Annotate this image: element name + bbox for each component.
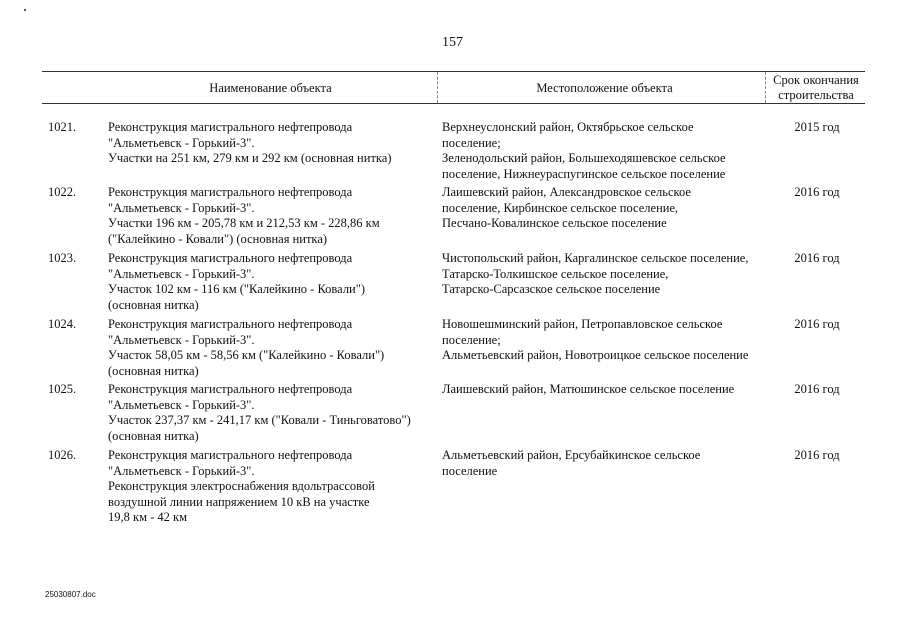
object-name-line: "Альметьевск - Горький-3".: [108, 332, 255, 347]
column-header-name: Наименование объекта: [209, 81, 332, 95]
row-number: 1024.: [48, 317, 77, 331]
object-name-line: "Альметьевск - Горький-3".: [108, 463, 255, 478]
object-name-line: ("Калейкино - Ковали") (основная нитка): [108, 231, 328, 246]
construction-deadline: 2016 год: [794, 382, 840, 396]
header-divider-1: [437, 72, 438, 103]
row-number: 1021.: [48, 120, 77, 134]
object-location-line: поселение, Кирбинское сельское поселение,: [442, 200, 679, 215]
construction-deadline: 2016 год: [794, 448, 840, 462]
object-name-line: Реконструкция магистрального нефтепровода: [108, 120, 353, 134]
object-name-line: Участки 196 км - 205,78 км и 212,53 км - 228,86 км: [108, 216, 380, 230]
scan-speck: [24, 9, 26, 11]
object-location-line: поселение: [442, 463, 498, 478]
object-location-line: поселение, Нижнеураспугинское сельское поселение: [442, 166, 726, 181]
object-location-line: Новошешминский район, Петропавловское сельское: [442, 317, 723, 331]
column-header-deadline-line1: Срок окончания: [773, 73, 859, 87]
object-name-line: (основная нитка): [108, 363, 199, 378]
object-location: [442, 185, 767, 232]
object-name-line: Реконструкция магистрального нефтепровода: [108, 185, 353, 199]
construction-deadline: 2016 год: [794, 251, 840, 265]
object-name-line: Реконструкция магистрального нефтепровода: [108, 317, 353, 331]
object-name-line: (основная нитка): [108, 428, 199, 443]
object-name: [108, 185, 433, 247]
object-name-line: (основная нитка): [108, 297, 199, 312]
object-name-line: Участки на 251 км, 279 км и 292 км (основная нитка): [108, 151, 392, 165]
object-name-line: "Альметьевск - Горький-3".: [108, 135, 255, 150]
object-location-line: Альметьевский район, Новотроицкое сельское поселение: [442, 348, 749, 362]
construction-deadline: 2015 год: [794, 120, 840, 134]
object-name-line: Реконструкция магистрального нефтепровода: [108, 448, 353, 462]
page-number: 157: [442, 35, 463, 50]
construction-deadline: 2016 год: [794, 317, 840, 331]
object-name-line: Реконструкция электроснабжения вдольтрассовой: [108, 479, 375, 493]
row-number: 1026.: [48, 448, 77, 462]
object-location: [442, 120, 767, 182]
object-name-line: Участок 102 км - 116 км ("Калейкино - Ковали"): [108, 282, 366, 296]
construction-deadline: 2016 год: [794, 185, 840, 199]
object-name: [108, 382, 433, 444]
object-location-line: Альметьевский район, Ерсубайкинское сельское: [442, 448, 701, 462]
column-header-deadline-line2: строительства: [778, 88, 854, 102]
object-name-line: Участок 58,05 км - 58,56 км ("Калейкино - Ковали"): [108, 348, 385, 362]
object-name-line: Участок 237,37 км - 241,17 км ("Ковали - Тиньговатово"): [108, 413, 411, 427]
object-location-line: Песчано-Ковалинское сельское поселение: [442, 216, 667, 230]
object-location: [442, 251, 767, 298]
object-name-line: "Альметьевск - Горький-3".: [108, 200, 255, 215]
object-location: [442, 317, 767, 364]
row-number: 1022.: [48, 185, 77, 199]
object-location-line: поселение;: [442, 332, 501, 347]
table-top-rule: [42, 71, 865, 72]
object-location-line: Чистопольский район, Каргалинское сельское поселение,: [442, 251, 749, 265]
object-name-line: воздушной линии напряжением 10 кВ на участке: [108, 494, 370, 509]
object-location-line: Татарско-Сарсазское сельское поселение: [442, 282, 661, 296]
row-number: 1025.: [48, 382, 77, 396]
object-name-line: Реконструкция магистрального нефтепровода: [108, 382, 353, 396]
object-location-line: Лаишевский район, Матюшинское сельское поселение: [442, 382, 735, 396]
object-name: [108, 448, 433, 526]
object-location-line: Верхнеуслонский район, Октябрьское сельское: [442, 120, 694, 134]
object-location-line: Татарско-Толкишское сельское поселение,: [442, 266, 669, 281]
object-name: [108, 317, 433, 379]
table-header-rule: [42, 103, 865, 104]
object-location-line: Лаишевский район, Александровское сельское: [442, 185, 691, 199]
object-location: [442, 382, 767, 398]
document-filename: 25030807.doc: [45, 590, 96, 599]
row-number: 1023.: [48, 251, 77, 265]
object-name: [108, 120, 433, 167]
object-name-line: Реконструкция магистрального нефтепровода: [108, 251, 353, 265]
object-name-line: "Альметьевск - Горький-3".: [108, 397, 255, 412]
object-name: [108, 251, 433, 313]
object-location: [442, 448, 767, 479]
column-header-location: Местоположение объекта: [536, 81, 673, 95]
object-name-line: "Альметьевск - Горький-3".: [108, 266, 255, 281]
object-name-line: 19,8 км - 42 км: [108, 510, 188, 524]
object-location-line: Зеленодольский район, Большеходяшевское сельское: [442, 151, 726, 165]
object-location-line: поселение;: [442, 135, 501, 150]
column-header-deadline: [767, 73, 865, 103]
